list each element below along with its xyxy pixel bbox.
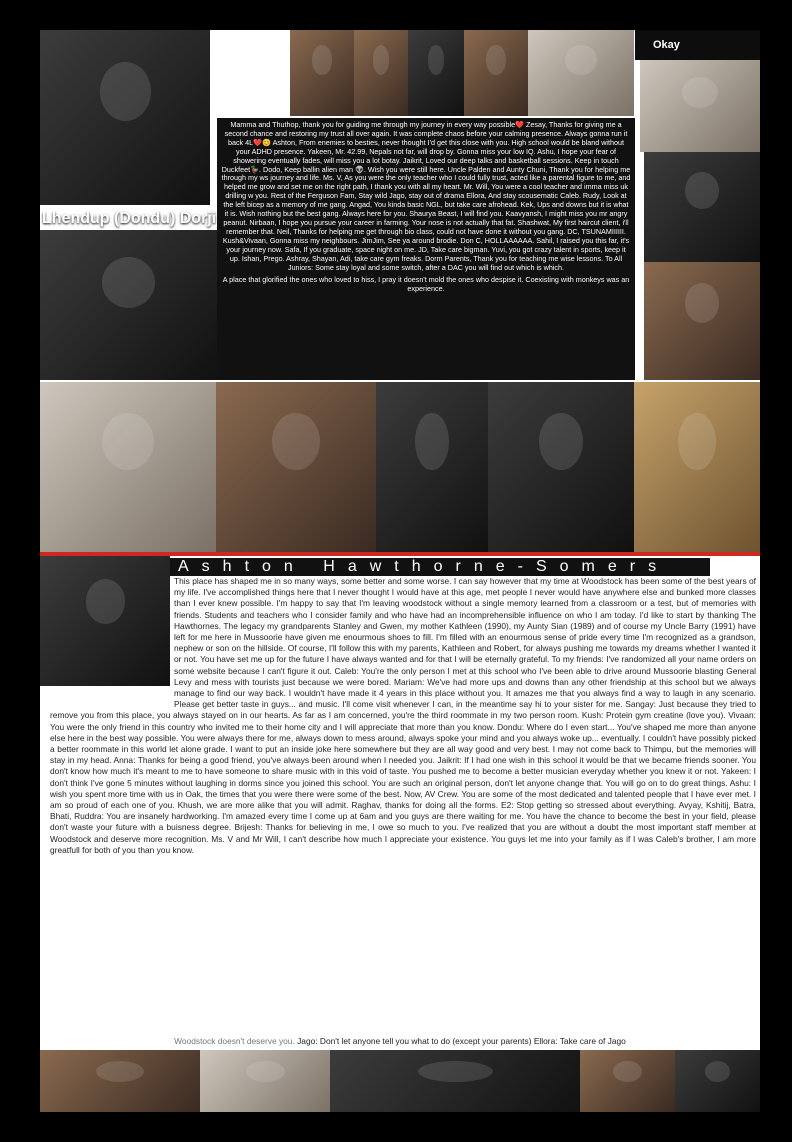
- closing-ellora: Ellora: Take care of Jago: [533, 1036, 626, 1046]
- photo-bottom-friends: [580, 1050, 675, 1112]
- photo-closeup: [376, 382, 488, 552]
- photo-bottom-portrait: [200, 1050, 330, 1112]
- photo-hug: [40, 382, 216, 552]
- ashton-body: This place has shaped me in so many ways, some better and some worse. I can say however that my time at Woodstock has been some of the best years of my life. I've accomplished things here that I never thought I would have at this age, met people I never would have anywhere else and bunked more classes than I ever knew possible. I'm happy to say that I'm leaving woodstock without a single memory learned from a classroom or a test, but of memories with friends. Students and teachers who I consider family and who have had an incomprehensible influence on who I am today. I'd like to start by thanking The Hawthornes. The legacy my grandparents Stanley and Gwen, my mother Kathleen (1990), my Aunty Sian (1989) and of course my Uncle Barry (1991) have left for me here in Mussoorie have given me enourmous shoes to fill. I'm filled with an enourmous sense of pride every time I'm recognized as a grandson, nephew or son on the hillside. Of course, I'll follow this with my parents, Kathleen and Robert, for always pushing me towards my dreams whether I wanted it or not. You have set me up for the future I have always wanted and for that I will be eternally grateful. To my friends: I've randomized all your name orders on some website because I can't figure it out. Caleb: You're the only person I met at this school who I've been able to drive around Mussoorie blasting General Levy and mess with tourists just because we were bored. Mariam: We've had more ups and downs than any other friendship at this school but we always manage to find our way back. I wouldn't have made it 4 years in this place without you. It amazes me that you always find a way to laugh in any scenario. Please get better taste in guys... and music. I'll come visit whenever I can, in the meantime say hi to your sister for me. Sangay: Just because they tried to remove you from this place, you always stayed on in our hearts. As far as I am concerned, you're the third roommate in my two person room. Kush: Protein gym creatine (love you). Vivaan: You were the only friend in this country who invited me to their home city and I will appreciate that more than you know. Dondu: Where do I even start... You've shaped me more than anyone else here in the best way possible. You were always there for me, always down to mess around, always spoke your mind and you always woke up... eventually. I couldn't have possibly picked a better roommate in this world let alone grade. I want to put an inside joke here somewhere but they are all way good and very best. I may not come back to Thimpu, but the memories will stay in my head. Anna: Thanks for being a good friend, you've always been around when I needed you. Jaikrit: If I had one wish in this school it would be that we became friends sooner. You don't know how much it's meant to me to have someone to share music with in this void of taste. You pushed me to become a better musician everyday whether you knew it or not. Yakeen: I don't think I've gone 5 minutes without laughing in dorms since you joined this school. You are such an original person, don't let anyone change that. You will go on to do great things. Ashu: I wish you spent more time with us in Oak, the times that you were there were some of the best. Now, AV Crew. You are some of the most dedicated and talented people that I have ever met. I am so proud of each one of you. Khush, we are more alike that you will admit. Raghav, thanks for doing all the forms. E2: Stop getting so stressed about everything. Avyay, Kshitij, Batra, Bhati, Ruddra: You are insanely hardworking. I'm amazed every time I come up at 6am and you guys are there waiting for me. You have the chance to become the best in your field, please don't waste your future with a buisness degree. Brijesh: Thanks for believing in me, I owe so much to you. I've realized that you are without a doubt the most important staff member at Woodstock and deserve more recognition. Ms. V and Mr Will, I can't describe how much I appreciate your existence. You guys let me into your family as if I was Caleb's brother, I am more greatfull for both of you than you know.: [50, 576, 756, 855]
- closing-jago: Jago: Don't let anyone tell you what to do (except your parents): [297, 1036, 532, 1046]
- photo-group-left: [40, 230, 217, 380]
- photo-group-2: [354, 30, 408, 116]
- closing-muted: Woodstock doesn't deserve you.: [174, 1036, 295, 1046]
- photo-right-mid: [644, 152, 760, 262]
- student-name-lhendup: Lhendup (Dondu) Dorji: [42, 210, 217, 227]
- ashton-closing-line: [40, 1036, 760, 1046]
- photo-bottom-peace: [675, 1050, 760, 1112]
- photo-bottom-crowd: [330, 1050, 580, 1112]
- photo-lhendup-portrait: [40, 30, 210, 205]
- ashton-photo-spacer: [50, 576, 170, 709]
- student-name-ashton: Ashton Hawthorne-Somers: [170, 558, 710, 576]
- ashton-message: [50, 576, 756, 1056]
- photo-okay: [640, 60, 760, 152]
- yearbook-page: [40, 30, 760, 1112]
- photo-two-friends: [488, 382, 634, 552]
- photo-group-3: [408, 30, 464, 116]
- photo-group-5: [528, 30, 634, 116]
- okay-label: Okay: [635, 30, 760, 60]
- photo-dog: [634, 382, 760, 552]
- tribute-paragraph: Mamma and Thuthop, thank you for guiding me through my journey in every way possible❤️ Zesay, Thanks for giving me a second chance and restoring my trust all over again. It was complete chaos before your calming presence. Always gonna run it back 4L❤️😊 Ashton, From enemies to besties, never thought I'd get this close with you. High school would be bland without your ADHD presence. Yakeen, Mr. 42.99, Nepals not far, will drop by. Gonna miss your low IQ. Ashu, I hope your fear of showering eventually fades, will miss you a lot botay. Jaikrit, Loved our deep talks and basketball sessions. Keep in touch Duckfeet🦆. Dodo, Keep ballin alien man 👽. Wish you were still here. Uncle Palden and Aunty Chuni, Thank you for helping me through my ws journey and life. Ms. V, As you were the only teacher who I could fully trust, acted like a parental figure to me, and helped me grow and set me on the right path, I thank you with all my heart. Mr. Will, You were a cool teacher and imma miss uk drilling w you. Rest of the Ferguson Fam, Stay wild Jago, stay out of drama Ellora, And stay scousematic Caleb. Rudy, Look at the left bicep as a memory of me gang. Angad, You kinda basic NGL, but take care afrohead. Kek, Ups and downs but it is what it is. Wish nothing but the best gang. Always here for you. Shaurya Beast, I will find you. Kaavyansh, I might miss you mr angry peanut. Nirbaan, I hope you pursue your career in farming. Your nose is not actually that fat. Shashwat, My first haircut client, i'll remember that. Neil, Thanks for helping me get through bio class, could not have done it without you gang. DC, TSUNAMIIIIII. Kush&Vivaan, Gonna miss my neighbours. JimJim, See ya around brodie. Don C, HOLLAAAAAA. Sahil, I raised you this far, it's your journey now. Safa, If you graduate, space night on me. JD, Take care bigman. Yuvi, you got crazy talent in sports, keep it up. Ishan, Prego. Ashray, Shayan, Adi, take care gym freaks. Dorm Parents, Thank you for teaching me wise lessons. To All Juniors: Some stay loyal and some switch, after a DAC you will find out which is which.: [221, 120, 631, 272]
- tribute-panel: [217, 118, 635, 380]
- photo-group-4: [464, 30, 528, 116]
- photo-group-1: [290, 30, 354, 116]
- photo-friends-selfie: [216, 382, 376, 552]
- tribute-closing-quote: A place that glorified the ones who loved to hiss, I pray it doesn't mold the ones who despise it. Coexisting with monkeys was an experience.: [222, 275, 630, 294]
- photo-bottom-family: [40, 1050, 200, 1112]
- photo-right-group: [644, 262, 760, 380]
